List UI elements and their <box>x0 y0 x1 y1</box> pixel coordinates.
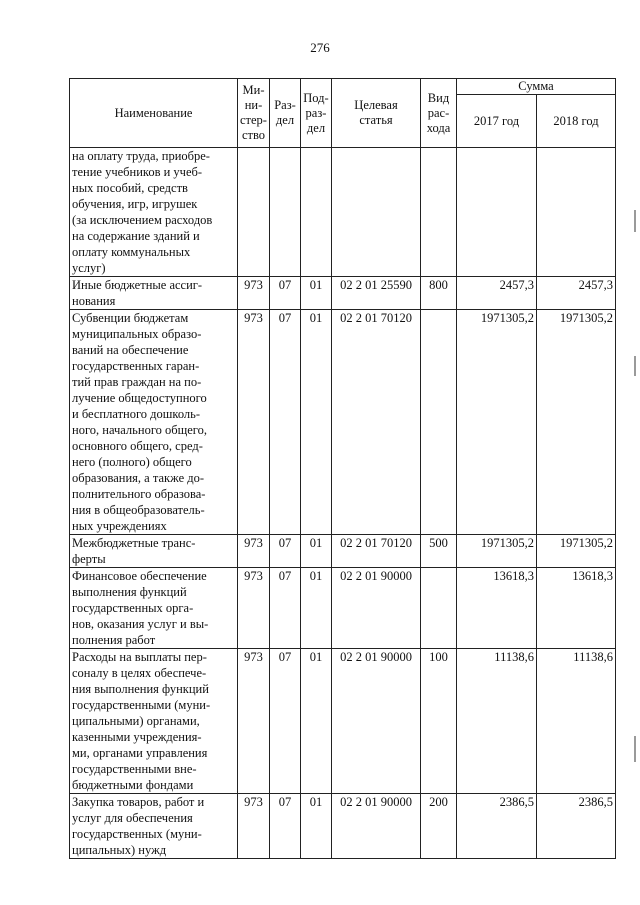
cell-name <box>70 568 238 649</box>
cell-section: 07 <box>270 568 301 649</box>
scan-edge-mark <box>634 736 636 762</box>
name-line: нования <box>72 294 116 308</box>
cell-kind <box>421 310 457 535</box>
cell-sum-2017: 2457,3 <box>457 277 537 310</box>
name-line: полнительного образова- <box>72 487 206 501</box>
cell-section: 07 <box>270 535 301 568</box>
cell-section: 07 <box>270 310 301 535</box>
name-line: образования, а также до- <box>72 471 205 485</box>
name-line: Финансовое обеспечение <box>72 569 207 583</box>
header-kind: Вид рас- хода <box>421 79 457 148</box>
cell-subsection <box>301 148 332 277</box>
scan-edge-mark <box>634 210 636 232</box>
cell-target: 02 2 01 90000 <box>332 568 421 649</box>
cell-ministry: 973 <box>238 277 270 310</box>
cell-kind: 200 <box>421 794 457 859</box>
header-name: Наименование <box>70 79 238 148</box>
name-line: ния в общеобразователь- <box>72 503 205 517</box>
cell-name <box>70 310 238 535</box>
name-line: ципальных) нужд <box>72 843 167 857</box>
cell-name <box>70 277 238 310</box>
cell-sum-2017: 13618,3 <box>457 568 537 649</box>
name-line: ния выполнения функций <box>72 682 209 696</box>
cell-target: 02 2 01 25590 <box>332 277 421 310</box>
cell-kind: 800 <box>421 277 457 310</box>
cell-section: 07 <box>270 794 301 859</box>
name-line: оплату коммунальных <box>72 245 191 259</box>
name-line: полнения работ <box>72 633 156 647</box>
name-line: выполнения функций <box>72 585 187 599</box>
table-body <box>70 148 616 859</box>
name-line: и бесплатного дошколь- <box>72 407 201 421</box>
name-line: на оплату труда, приобре- <box>72 149 210 163</box>
cell-name <box>70 535 238 568</box>
name-line: ных учреждениях <box>72 519 167 533</box>
name-line: Иные бюджетные ассиг- <box>72 278 203 292</box>
name-line: обучения, игр, игрушек <box>72 197 198 211</box>
name-line: ваний на обеспечение <box>72 343 189 357</box>
cell-kind <box>421 148 457 277</box>
cell-sum-2018: 2386,5 <box>537 794 616 859</box>
header-target: Целевая статья <box>332 79 421 148</box>
name-line: соналу в целях обеспече- <box>72 666 207 680</box>
name-line: нов, оказания услуг и вы- <box>72 617 209 631</box>
name-line: муниципальных образо- <box>72 327 202 341</box>
header-year-2017: 2017 год <box>457 95 537 148</box>
name-line: Расходы на выплаты пер- <box>72 650 207 664</box>
name-line: государственными вне- <box>72 762 197 776</box>
name-line: государственными (муни- <box>72 698 211 712</box>
name-line: ного, начального общего, <box>72 423 207 437</box>
cell-kind: 100 <box>421 649 457 794</box>
cell-sum-2017: 1971305,2 <box>457 310 537 535</box>
cell-sum-2018: 1971305,2 <box>537 310 616 535</box>
table-row <box>70 310 616 535</box>
name-line: бюджетными фондами <box>72 778 194 792</box>
name-line: Межбюджетные транс- <box>72 536 196 550</box>
scan-edge-mark <box>634 356 636 376</box>
name-line: ципальными) органами, <box>72 714 200 728</box>
cell-sum-2017 <box>457 148 537 277</box>
cell-name <box>70 794 238 859</box>
cell-sum-2017: 2386,5 <box>457 794 537 859</box>
name-line: основного общего, сред- <box>72 439 203 453</box>
cell-section: 07 <box>270 277 301 310</box>
budget-table <box>69 78 616 859</box>
name-line: тение учебников и учеб- <box>72 165 203 179</box>
table-row <box>70 568 616 649</box>
cell-kind: 500 <box>421 535 457 568</box>
cell-ministry: 973 <box>238 649 270 794</box>
name-line: тий прав граждан на по- <box>72 375 202 389</box>
cell-ministry: 973 <box>238 535 270 568</box>
cell-subsection: 01 <box>301 535 332 568</box>
name-line: государственных орга- <box>72 601 194 615</box>
cell-sum-2017: 11138,6 <box>457 649 537 794</box>
name-line: услуг для обеспечения <box>72 811 193 825</box>
name-line: на содержание зданий и <box>72 229 200 243</box>
cell-sum-2018: 13618,3 <box>537 568 616 649</box>
cell-ministry: 973 <box>238 794 270 859</box>
name-line: Субвенции бюджетам <box>72 311 189 325</box>
cell-target <box>332 148 421 277</box>
name-line: (за исключением расходов <box>72 213 213 227</box>
name-line: ных пособий, средств <box>72 181 188 195</box>
name-line: государственных гаран- <box>72 359 200 373</box>
table-row <box>70 148 616 277</box>
name-line: услуг) <box>72 261 106 275</box>
cell-section <box>270 148 301 277</box>
cell-name <box>70 649 238 794</box>
name-line: него (полного) общего <box>72 455 192 469</box>
cell-target: 02 2 01 90000 <box>332 649 421 794</box>
header-section: Раз- дел <box>270 79 301 148</box>
name-line: казенными учреждения- <box>72 730 202 744</box>
cell-sum-2018 <box>537 148 616 277</box>
name-line: Закупка товаров, работ и <box>72 795 205 809</box>
name-line: лучение общедоступного <box>72 391 207 405</box>
name-line: ми, органами управления <box>72 746 208 760</box>
table-row <box>70 649 616 794</box>
cell-sum-2018: 11138,6 <box>537 649 616 794</box>
cell-sum-2017: 1971305,2 <box>457 535 537 568</box>
header-ministry: Ми- ни- стер- ство <box>238 79 270 148</box>
cell-section: 07 <box>270 649 301 794</box>
table-header <box>70 79 616 148</box>
cell-kind <box>421 568 457 649</box>
cell-subsection: 01 <box>301 568 332 649</box>
table-row <box>70 794 616 859</box>
cell-name <box>70 148 238 277</box>
cell-subsection: 01 <box>301 794 332 859</box>
cell-subsection: 01 <box>301 649 332 794</box>
cell-target: 02 2 01 70120 <box>332 310 421 535</box>
header-subsection: Под- раз- дел <box>301 79 332 148</box>
table-row <box>70 277 616 310</box>
cell-sum-2018: 2457,3 <box>537 277 616 310</box>
cell-ministry <box>238 148 270 277</box>
page-number: 276 <box>310 40 330 55</box>
table-row <box>70 535 616 568</box>
cell-subsection: 01 <box>301 277 332 310</box>
cell-subsection: 01 <box>301 310 332 535</box>
cell-ministry: 973 <box>238 310 270 535</box>
name-line: государственных (муни- <box>72 827 202 841</box>
header-sum: Сумма <box>457 79 616 95</box>
name-line: ферты <box>72 552 106 566</box>
cell-ministry: 973 <box>238 568 270 649</box>
cell-target: 02 2 01 90000 <box>332 794 421 859</box>
cell-sum-2018: 1971305,2 <box>537 535 616 568</box>
header-year-2018: 2018 год <box>537 95 616 148</box>
cell-target: 02 2 01 70120 <box>332 535 421 568</box>
